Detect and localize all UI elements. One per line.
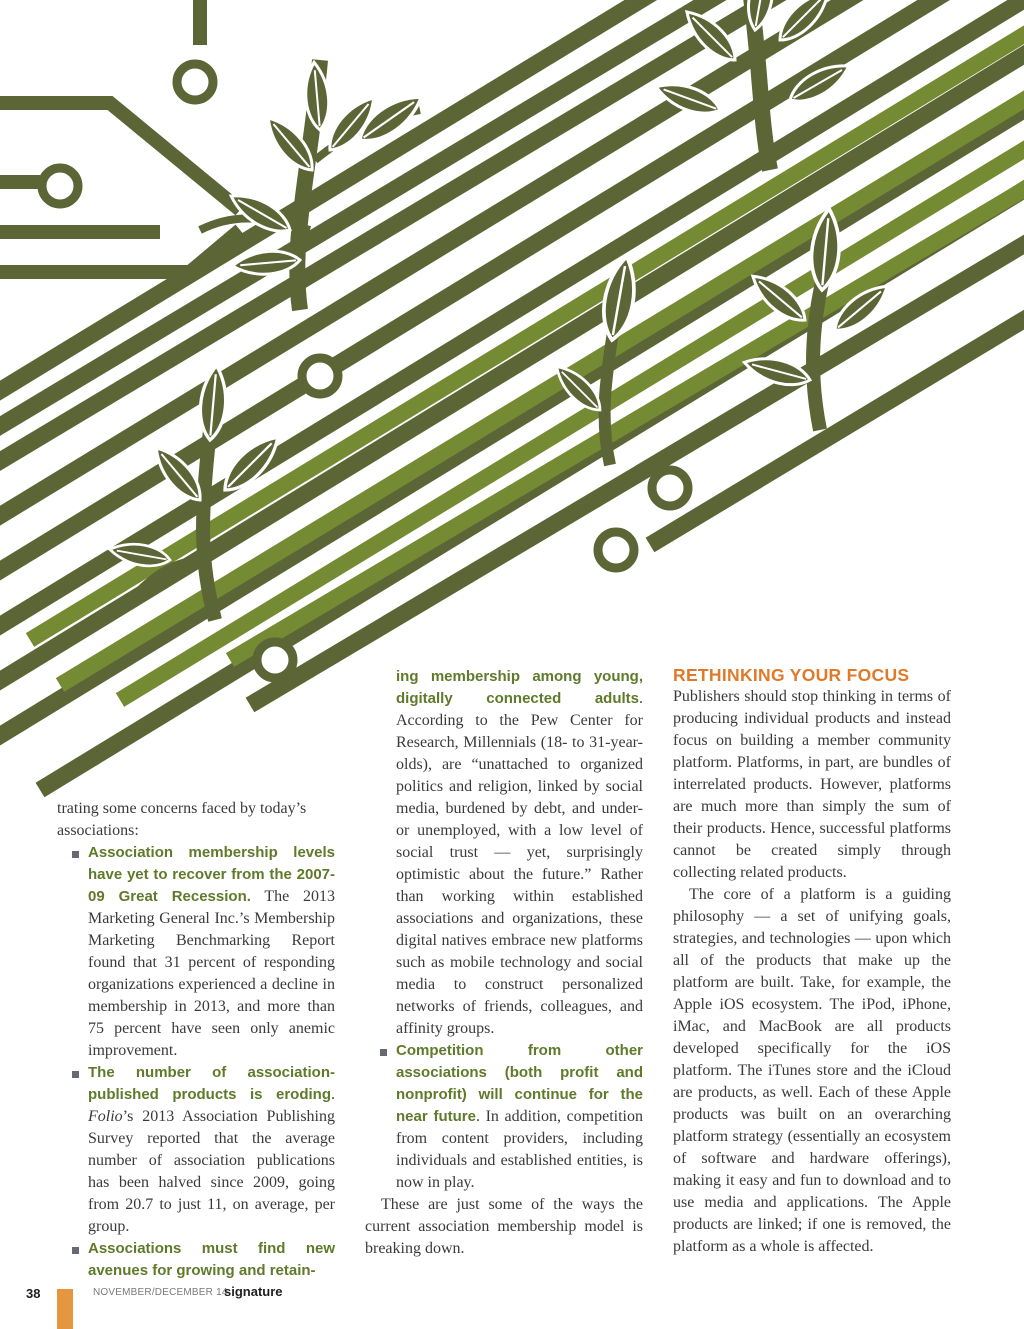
article-column-1 — [57, 798, 335, 1282]
bullet-4-text: . In addition, competition from content providers, including individuals and established entities, is now in play. — [396, 1108, 643, 1191]
bullet-competition — [365, 1040, 643, 1194]
bullet-2-text: ’s 2013 Association Publishing Survey reported that the average number of association publications has been halved since 2009, going from 20.7 to just 11, on average, per group. — [88, 1108, 335, 1235]
bullet-3-continued — [365, 666, 643, 1040]
bullet-square-icon — [72, 1247, 79, 1254]
bullet-membership-levels — [57, 842, 335, 1062]
article-column-3 — [673, 664, 951, 1258]
page-number: 38 — [26, 1286, 41, 1301]
article-column-2 — [365, 666, 643, 1260]
magazine-name: signature — [224, 1284, 283, 1299]
bullet-1-text: The 2013 Marketing General Inc.’s Membership Marketing Benchmarking Report found that 31 percent of responding organizations experienced a decline in membership in 2013, and more than 75 percent have seen only anemic improvement. — [88, 888, 335, 1059]
footer-accent-bar — [57, 1289, 73, 1329]
bullet-2-period: . — [331, 1086, 335, 1103]
paragraph-apple-example: The core of a platform is a guiding philosophy — a set of unifying goals, strategies, and technologies — upon which all of the products that make up the platform are built. Take, for example, the Apple iOS ecosystem. The iPod, iPhone, iMac, and MacBook are all products developed specifically for the iOS platform. The iTunes store and the iCloud are products, as well. Each of these Apple products was built on an overarching platform strategy (essentially an ecosystem of software and hardware offerings), making it easy and fun to download and to use media and applications. The Apple products are linked; if one is removed, the platform as a whole is affected. — [673, 886, 951, 1255]
bullet-1-lead: Association membership levels have yet to recover from the 2007-09 Great Recession. — [88, 844, 335, 905]
intro-paragraph: trating some concerns faced by today’s associations: — [57, 800, 307, 839]
closing-paragraph: These are just some of the ways the current association membership model is breaking down. — [365, 1196, 643, 1257]
bullet-square-icon — [380, 1049, 387, 1056]
issue-date: NOVEMBER/DECEMBER 14 — [93, 1287, 228, 1298]
bullet-4-lead: Competition from other associations (both profit and nonprofit) will continue for the near future — [396, 1042, 643, 1125]
folio-italic: Folio — [88, 1108, 123, 1125]
bullet-2-lead: The number of association-published products is eroding — [88, 1064, 335, 1103]
bullet-publications-eroding — [57, 1062, 335, 1238]
bullet-new-avenues — [57, 1238, 335, 1282]
bullet-square-icon — [72, 851, 79, 858]
section-heading: RETHINKING YOUR FOCUS — [673, 665, 910, 685]
paragraph-platforms: Publishers should stop thinking in terms of producing individual products and instead focus on building a member community platform. Platforms, in part, are bundles of interrelated products. However, platforms are much more than simply the sum of their products. Hence, successful platforms cannot be created simply through collecting related products. — [673, 688, 951, 881]
bullet-3-lead: Associations must find new avenues for growing and retain- — [88, 1240, 335, 1279]
bullet-3-cont-lead: ing membership among young, digitally connected adults — [396, 668, 643, 707]
bullet-3-cont-text: . According to the Pew Center for Research, Millennials (18- to 31-year-olds), are “unattached to organized politics and religion, linked by social media, burdened by debt, and under- or unemployed, with a low level of social trust — yet, surprisingly optimistic about the future.” Rather than working within established associations and organizations, these digital natives embrace new platforms such as mobile technology and social media to construct personalized networks of friends, colleagues, and affinity groups. — [396, 690, 643, 1037]
bullet-square-icon — [72, 1071, 79, 1078]
